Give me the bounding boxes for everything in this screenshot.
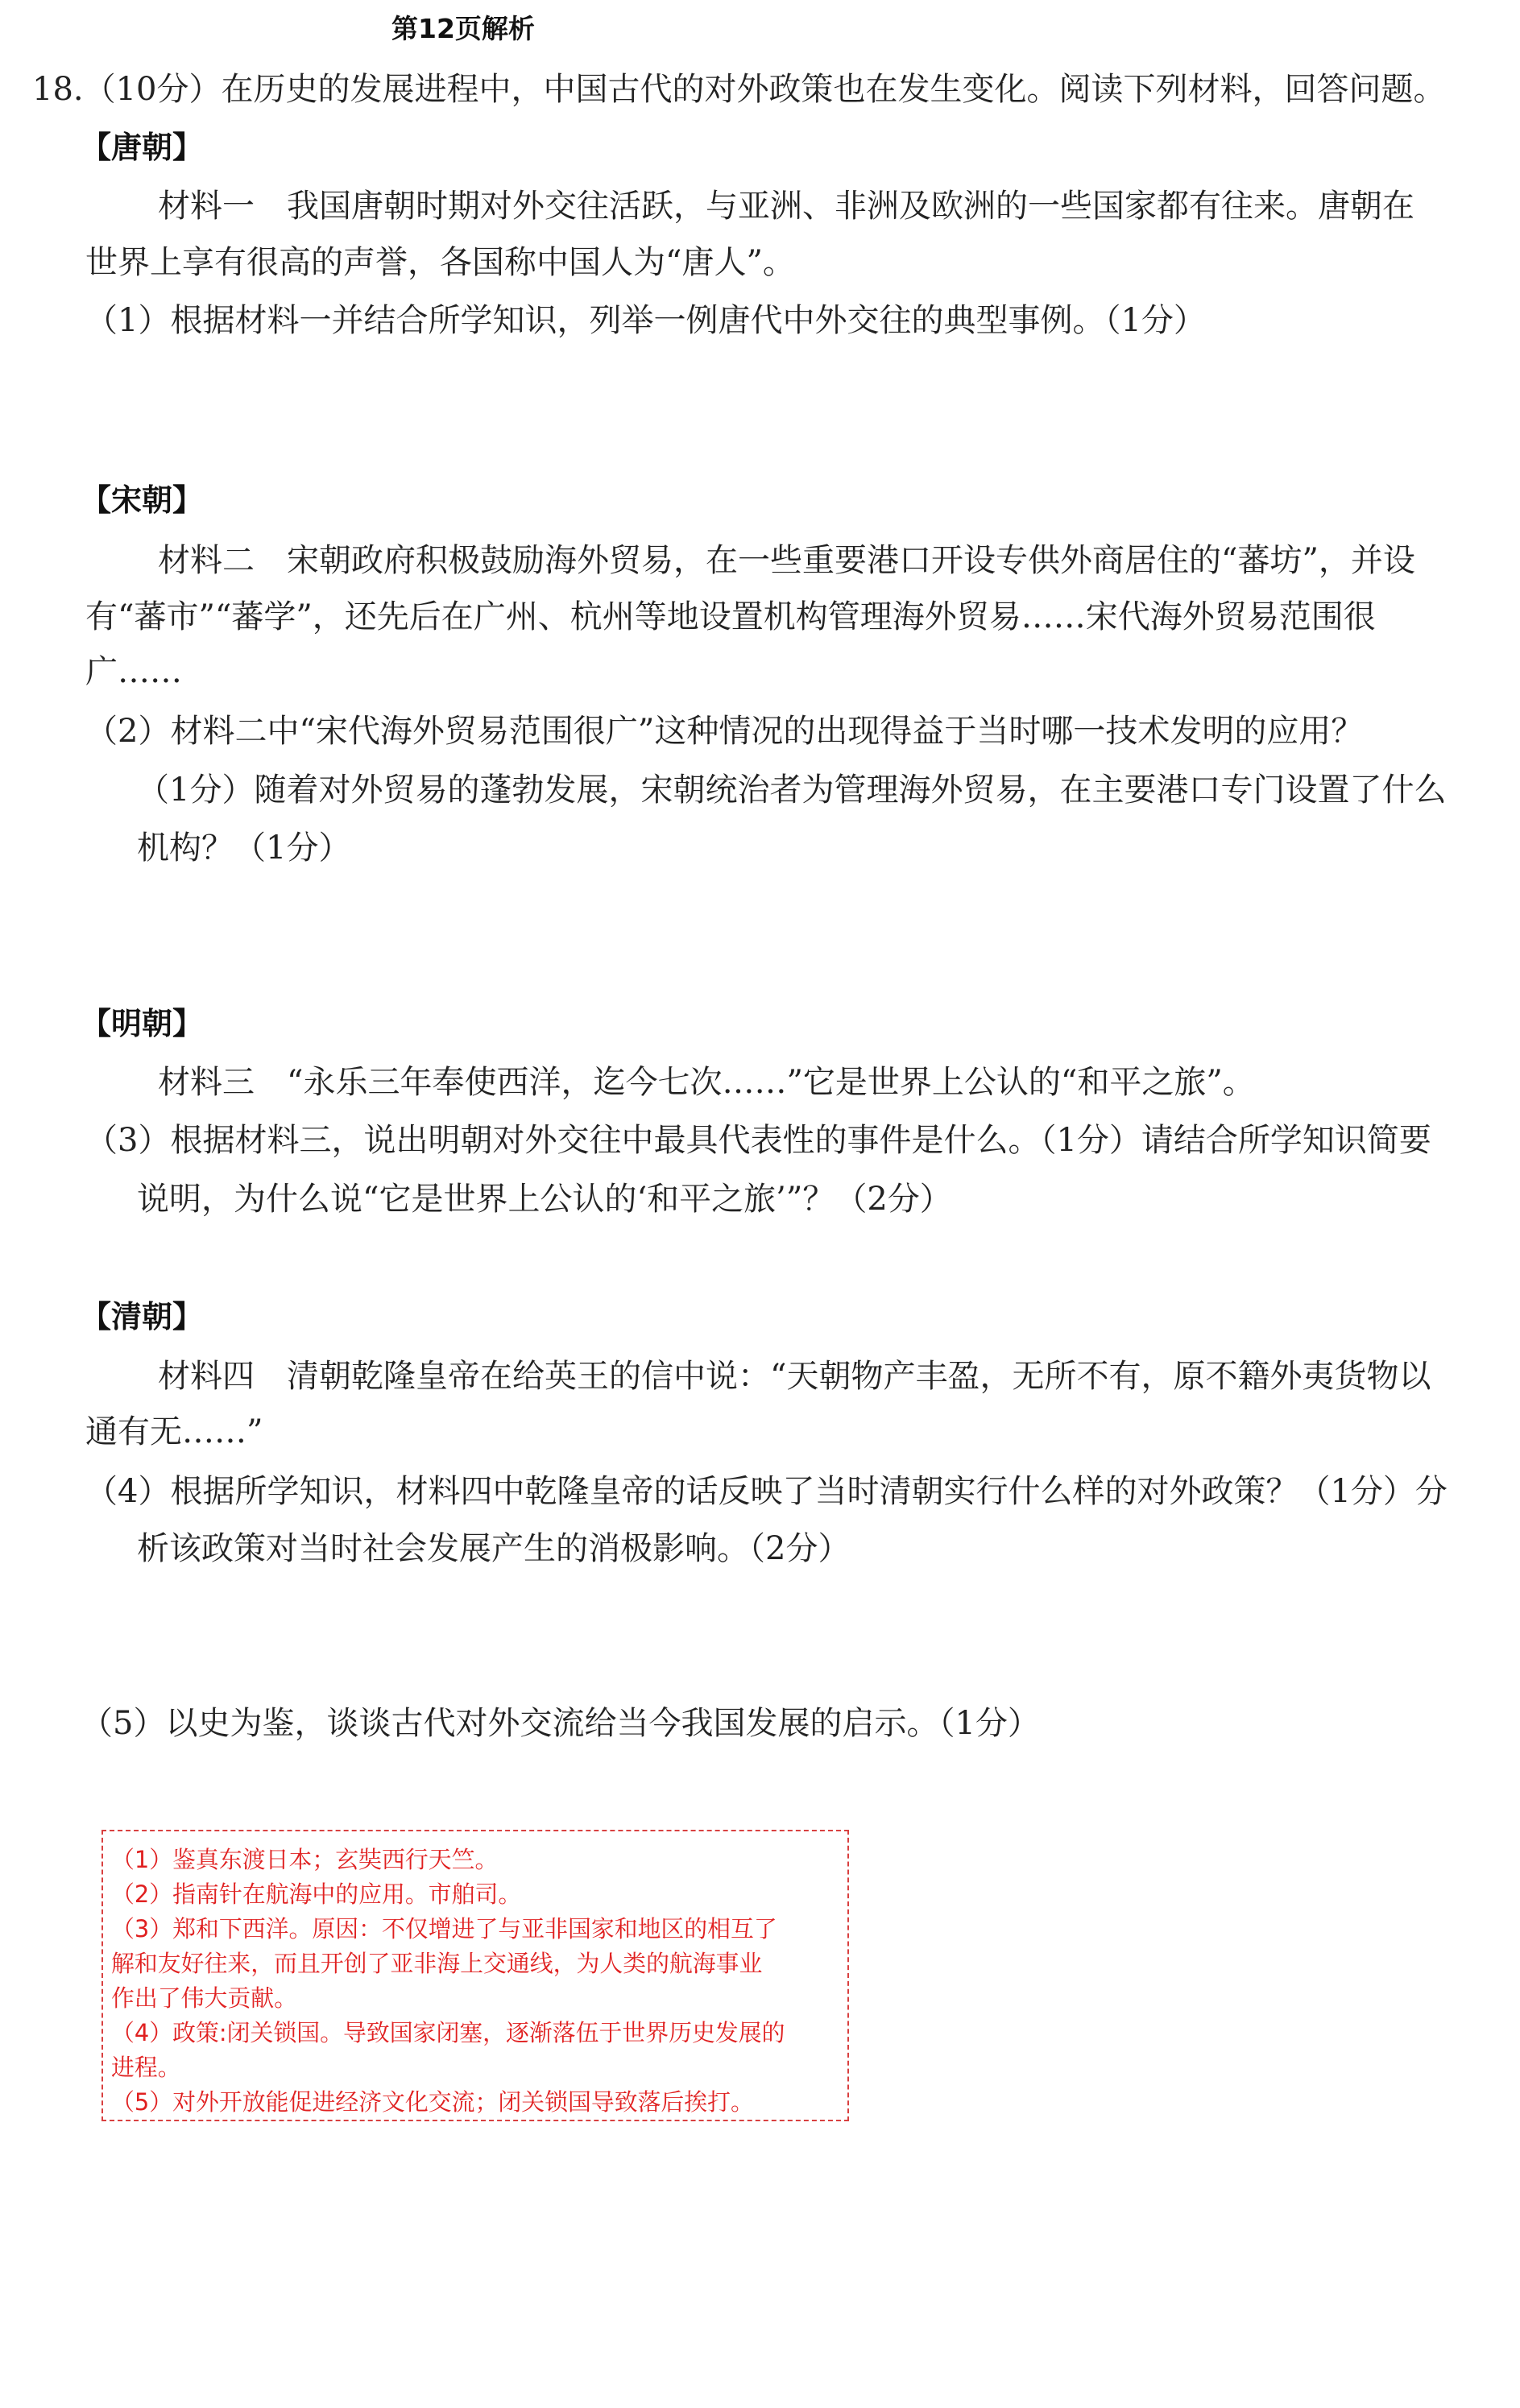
- material-line: 世界上享有很高的声誉，各国称中国人为“唐人”。: [85, 244, 795, 281]
- question-line: 说明，为什么说“它是世界上公认的‘和平之旅’”？（2分）: [137, 1181, 952, 1218]
- answer-box: [101, 1830, 849, 2121]
- question-5: （5）以史为鉴，谈谈古代对外交流给当今我国发展的启示。（1分）: [81, 1705, 1040, 1742]
- material-line: 材料二 宋朝政府积极鼓励海外贸易，在一些重要港口开设专供外商居住的“蕃坊”，并设: [158, 542, 1415, 579]
- material-line: 广……: [85, 653, 182, 690]
- answer-line: （5）对外开放能促进经济文化交流；闭关锁国导致落后挨打。: [111, 2088, 754, 2116]
- question-stem: 18.（10分）在历史的发展进程中，中国古代的对外政策也在发生变化。阅读下列材料，回答问题。: [32, 71, 1446, 108]
- answer-line: 作出了伟大贡献。: [111, 1984, 297, 2012]
- answer-line: 解和友好往来，而且开创了亚非海上交通线，为人类的航海事业: [111, 1950, 763, 1977]
- section-heading-qing: 【清朝】: [81, 1299, 204, 1334]
- question-line: （4）根据所学知识，材料四中乾隆皇帝的话反映了当时清朝实行什么样的对外政策？（1分）分: [85, 1473, 1448, 1510]
- section-heading-tang: 【唐朝】: [81, 130, 204, 165]
- material-line: 材料三 “永乐三年奉使西洋，迄今七次……”它是世界上公认的“和平之旅”。: [158, 1064, 1255, 1101]
- answer-line: （4）政策:闭关锁国。导致国家闭塞，逐渐落伍于世界历史发展的: [111, 2019, 785, 2046]
- question-line: （3）根据材料三，说出明朝对外交往中最具代表性的事件是什么。（1分）请结合所学知识简要: [85, 1122, 1431, 1159]
- answer-line: （1）鉴真东渡日本；玄奘西行天竺。: [111, 1846, 499, 1873]
- material-line: 有“蕃市”“蕃学”，还先后在广州、杭州等地设置机构管理海外贸易……宋代海外贸易范围很: [85, 598, 1376, 635]
- question-line: （2）材料二中“宋代海外贸易范围很广”这种情况的出现得益于当时哪一技术发明的应用？: [85, 713, 1364, 750]
- material-line: 通有无……”: [85, 1413, 263, 1450]
- question-line: 析该政策对当时社会发展产生的消极影响。（2分）: [137, 1530, 851, 1567]
- question-line: 机构？（1分）: [137, 830, 351, 867]
- material-line: 材料四 清朝乾隆皇帝在给英王的信中说：“天朝物产丰盈，无所不有，原不籍外夷货物以: [158, 1358, 1431, 1395]
- section-heading-ming: 【明朝】: [81, 1006, 204, 1041]
- answer-line: 进程。: [111, 2054, 181, 2081]
- question-line: （1分）随着对外贸易的蓬勃发展，宋朝统治者为管理海外贸易，在主要港口专门设置了什么: [137, 772, 1447, 809]
- section-heading-song: 【宋朝】: [81, 482, 204, 518]
- question-line: （1）根据材料一并结合所学知识，列举一例唐代中外交往的典型事例。（1分）: [85, 302, 1206, 339]
- answer-line: （3）郑和下西洋。原因：不仅增进了与亚非国家和地区的相互了: [111, 1915, 777, 1943]
- material-line: 材料一 我国唐朝时期对外交往活跃，与亚洲、非洲及欧洲的一些国家都有往来。唐朝在: [158, 188, 1414, 225]
- page-header: 第12页解析: [391, 13, 535, 44]
- answer-line: （2）指南针在航海中的应用。市舶司。: [111, 1880, 522, 1908]
